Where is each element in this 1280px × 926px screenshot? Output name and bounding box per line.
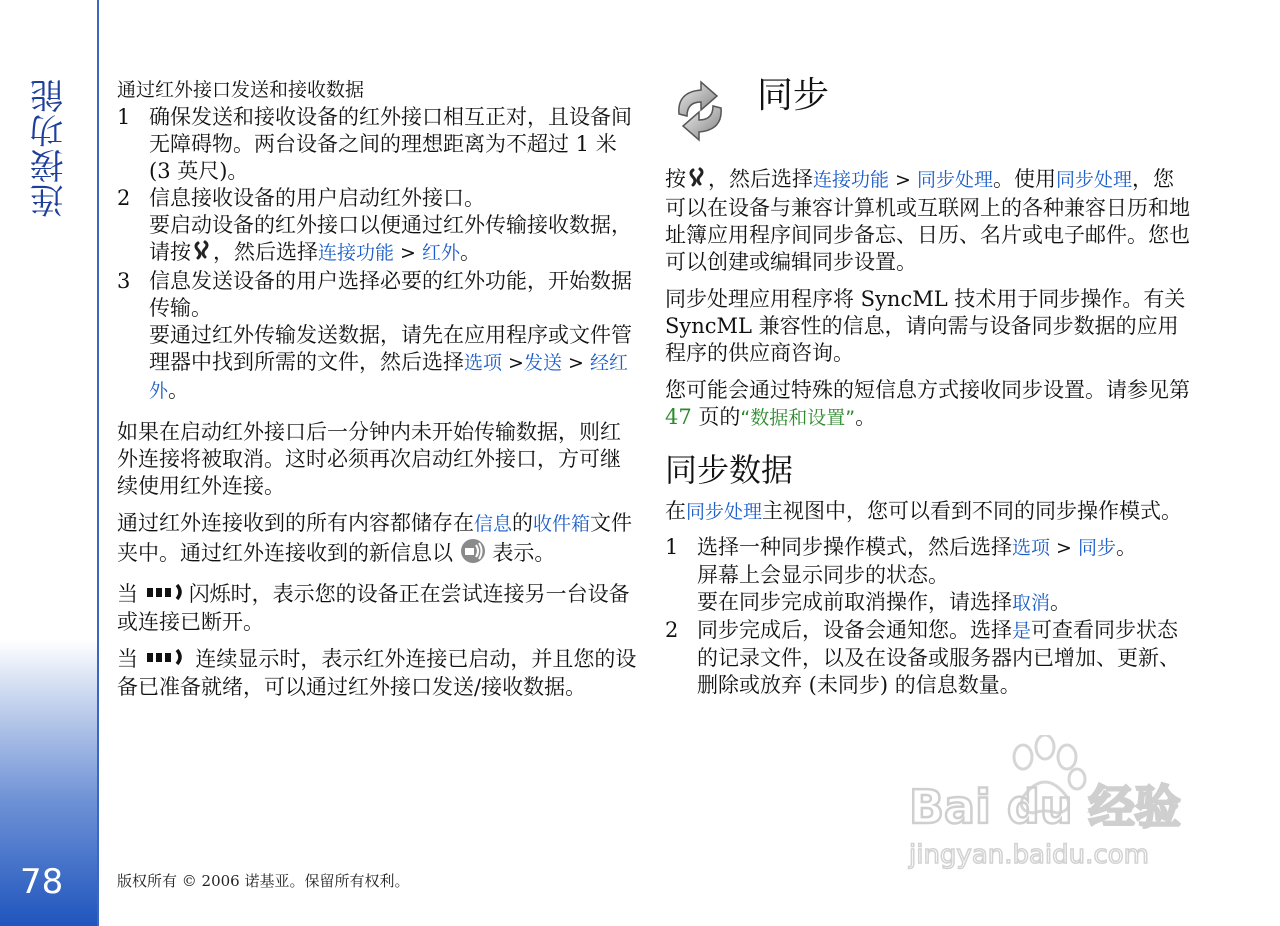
separator: > bbox=[502, 352, 524, 374]
link-via-infrared[interactable]: 经红外 bbox=[149, 352, 629, 402]
text-run: 主视图中，您可以看到不同的同步操作模式。 bbox=[762, 499, 1183, 523]
page-number: 78 bbox=[20, 862, 64, 902]
left-column bbox=[117, 76, 637, 701]
menu-key-icon bbox=[191, 239, 213, 268]
separator: > bbox=[889, 169, 918, 191]
right-column bbox=[665, 76, 1190, 699]
chapter-title: 连接功能 bbox=[30, 78, 70, 218]
list-item bbox=[117, 104, 637, 185]
text-run: 。 bbox=[855, 405, 877, 429]
text-run: 闪烁时，表示您的设备正在尝试连接另一台设备或连接已断开。 bbox=[117, 582, 630, 634]
infrared-connection-icon bbox=[145, 647, 189, 674]
link-yes[interactable]: 是 bbox=[1012, 620, 1032, 642]
text-run: ，然后选择 bbox=[213, 240, 318, 264]
paragraph: 如果在启动红外接口后一分钟内未开始传输数据，则红外连接将被取消。这时必须再次启动红外接口，方可继续使用红外连接。 bbox=[117, 420, 621, 498]
text-run: 要通过红外传输发送数据，请先在应用程序或文件管理器中找到所需的文件，然后选择 bbox=[149, 323, 632, 374]
step-number: 1 bbox=[117, 105, 131, 129]
link-data-and-settings[interactable]: “数据和设置” bbox=[740, 407, 856, 429]
menu-key-icon bbox=[686, 166, 708, 195]
baidu-watermark bbox=[905, 735, 1205, 875]
paragraph bbox=[665, 377, 1190, 432]
paragraph bbox=[117, 646, 637, 701]
text-run: 表示。 bbox=[492, 541, 556, 565]
list-item bbox=[665, 617, 1190, 699]
paragraph bbox=[665, 498, 1190, 526]
list-item bbox=[117, 268, 637, 405]
text-run: 的 bbox=[512, 511, 534, 535]
section-title-sync: 同步 bbox=[757, 75, 830, 116]
separator: > bbox=[562, 352, 590, 374]
infrared-connection-icon bbox=[145, 582, 189, 609]
text-run: 。 bbox=[460, 240, 482, 264]
step-subtext: 屏幕上会显示同步的状态。 bbox=[697, 563, 949, 587]
section-title-sync-data: 同步数据 bbox=[665, 451, 794, 489]
section-heading-infrared: 通过红外接口发送和接收数据 bbox=[117, 79, 365, 101]
step-number: 1 bbox=[665, 535, 679, 559]
paragraph bbox=[665, 166, 1190, 276]
step-text: 信息发送设备的用户选择必要的红外功能，开始数据传输。 bbox=[149, 269, 632, 320]
text-run: 当 bbox=[117, 582, 138, 606]
infrared-message-icon bbox=[460, 538, 486, 571]
text-run: 。 bbox=[1050, 590, 1072, 614]
step-number: 3 bbox=[117, 269, 131, 293]
text-run: 。使用 bbox=[993, 167, 1057, 191]
separator: > bbox=[394, 242, 423, 264]
text-run: 要启动设备的红外接口以便通过红外传输接收数据，请按 bbox=[149, 213, 632, 264]
step-text bbox=[697, 534, 1190, 562]
list-item bbox=[117, 185, 637, 268]
paragraph bbox=[117, 581, 637, 636]
baidu-paw-logo bbox=[905, 735, 1205, 875]
text-run: ，然后选择 bbox=[708, 167, 813, 191]
step-subtext bbox=[149, 212, 637, 268]
link-cancel[interactable]: 取消 bbox=[1012, 592, 1051, 614]
text-run: 可查看同步状态的记录文件，以及在设备或服务器内已增加、更新、删除或放弃 (未同步) 的信息数量。 bbox=[697, 618, 1180, 697]
text-run: 按 bbox=[665, 167, 686, 191]
link-options[interactable]: 选项 bbox=[1012, 537, 1051, 559]
watermark-brand: Bai du 经验 bbox=[909, 780, 1181, 834]
step-text: 确保发送和接收设备的红外接口相互正对，且设备间无障碍物。两台设备之间的理想距离为不超过 1 米 (3 英尺)。 bbox=[149, 105, 632, 183]
link-infrared[interactable]: 红外 bbox=[422, 242, 461, 264]
text-run: 。 bbox=[168, 378, 190, 402]
step-text bbox=[697, 617, 1190, 699]
text-run: 同步完成后，设备会通知您。选择 bbox=[697, 618, 1012, 642]
step-text: 信息接收设备的用户启动红外接口。 bbox=[149, 186, 485, 210]
step-subtext bbox=[149, 322, 637, 405]
link-options[interactable]: 选项 bbox=[464, 352, 503, 374]
step-number: 2 bbox=[117, 186, 131, 210]
text-run: ，您可以在设备与兼容计算机或互联网上的各种兼容日历和地址簿应用程序间同步备忘、日历、名片或电子邮件。您也可以创建或编辑同步设置。 bbox=[665, 167, 1190, 274]
text-run: 文件夹中。通过红外连接收到的新信息以 bbox=[117, 511, 633, 565]
link-send[interactable]: 发送 bbox=[523, 352, 562, 374]
paragraph: 同步处理应用程序将 SyncML 技术用于同步操作。有关 SyncML 兼容性的信息，请向需与设备同步数据的应用程序的供应商咨询。 bbox=[665, 287, 1186, 365]
link-connectivity[interactable]: 连接功能 bbox=[813, 169, 890, 191]
link-sync[interactable]: 同步处理 bbox=[917, 169, 994, 191]
link-sync[interactable]: 同步处理 bbox=[1056, 169, 1133, 191]
link-connectivity[interactable]: 连接功能 bbox=[318, 242, 395, 264]
text-run: 。 bbox=[1116, 535, 1138, 559]
watermark-url: jingyan.baidu.com bbox=[909, 840, 1149, 870]
list-item bbox=[665, 534, 1190, 617]
link-inbox[interactable]: 收件箱 bbox=[533, 513, 591, 535]
link-sync[interactable]: 同步处理 bbox=[686, 501, 763, 523]
step-subtext bbox=[697, 589, 1190, 617]
text-run: 通过红外连接收到的所有内容都储存在 bbox=[117, 511, 474, 535]
text-run: 在 bbox=[665, 499, 686, 523]
text-run: 选择一种同步操作模式，然后选择 bbox=[697, 535, 1012, 559]
text-run: 要在同步完成前取消操作，请选择 bbox=[697, 590, 1012, 614]
paragraph bbox=[117, 510, 637, 571]
sync-section-header bbox=[665, 76, 1190, 166]
copyright-notice: 版权所有 © 2006 诺基亚。保留所有权利。 bbox=[117, 872, 410, 890]
chapter-sidebar bbox=[0, 0, 99, 926]
step-number: 2 bbox=[665, 618, 679, 642]
link-messaging[interactable]: 信息 bbox=[474, 513, 513, 535]
text-run: 页的 bbox=[698, 405, 741, 429]
page-reference[interactable]: 47 bbox=[665, 405, 699, 429]
separator: > bbox=[1050, 537, 1079, 559]
text-run: 您可能会通过特殊的短信息方式接收同步设置。请参见第 bbox=[665, 378, 1190, 402]
link-synchronise[interactable]: 同步 bbox=[1078, 537, 1117, 559]
text-run: 连续显示时，表示红外连接已启动，并且您的设备已准备就绪，可以通过红外接口发送/接收数据。 bbox=[117, 647, 637, 699]
text-run: 当 bbox=[117, 647, 138, 671]
sync-app-icon bbox=[665, 76, 735, 153]
